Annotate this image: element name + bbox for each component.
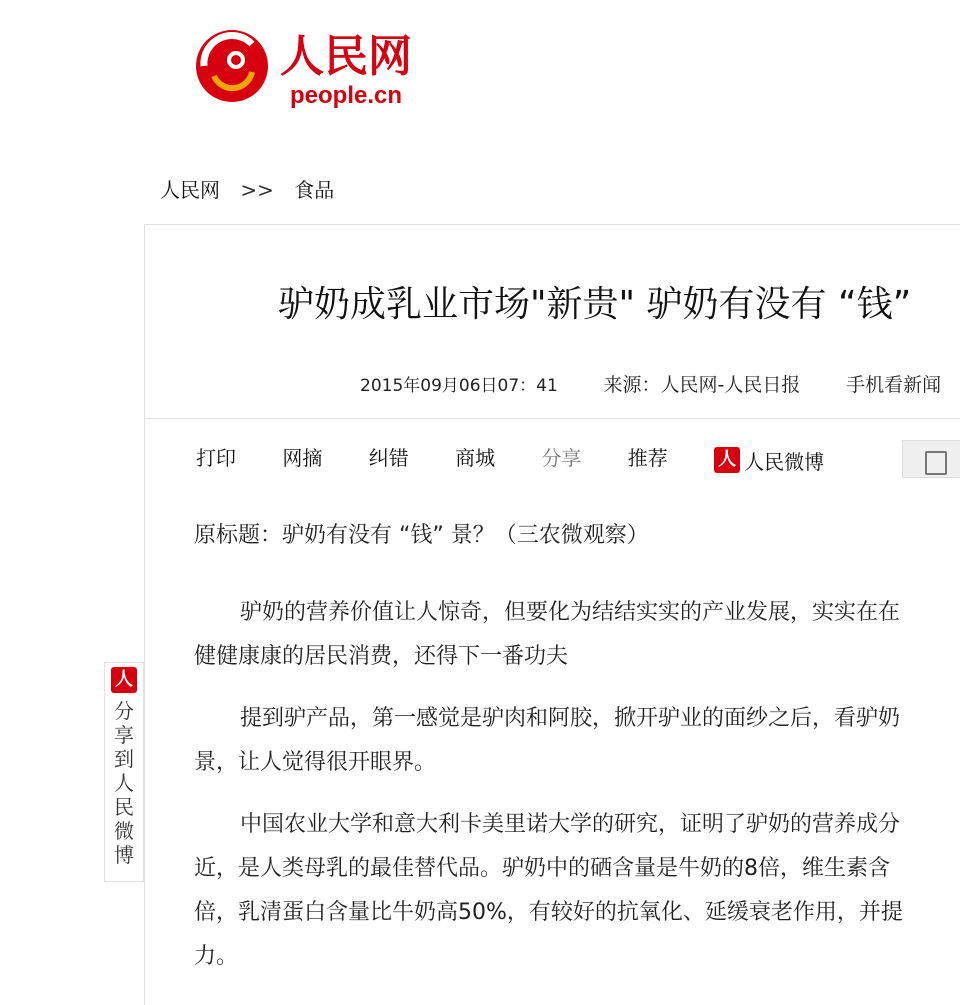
- net-excerpt-button[interactable]: 网摘: [282, 446, 323, 470]
- article-meta: [360, 370, 941, 397]
- bookmark-button[interactable]: [902, 440, 960, 478]
- paragraph-3-line-2: 近，是人类母乳的最佳替代品。驴奶中的硒含量是牛奶的8倍，维生素含: [194, 856, 890, 881]
- people-logo-icon: [190, 22, 274, 106]
- paragraph-3-line-1: [194, 804, 900, 846]
- paragraph-2-line-2: 景，让人觉得很开眼界。: [194, 750, 437, 775]
- site-logo[interactable]: [190, 22, 440, 114]
- weibo-icon: 人: [111, 667, 137, 693]
- mobile-view-link[interactable]: 手机看新闻: [846, 374, 942, 396]
- breadcrumb-separator: >>: [240, 178, 274, 202]
- logo-chinese-text: 人民网: [280, 31, 412, 82]
- paragraph-1-line-2: 健健康康的居民消费，还得下一番功夫: [194, 644, 569, 669]
- correct-button[interactable]: 纠错: [368, 446, 409, 470]
- breadcrumb-section-link[interactable]: 食品: [294, 178, 335, 202]
- mall-button[interactable]: 商城: [455, 446, 496, 470]
- recommend-button[interactable]: 推荐: [627, 446, 668, 470]
- paragraph-text: 提到驴产品，第一感觉是驴肉和阿胶，掀开驴业的面纱之后，看驴奶: [240, 706, 901, 731]
- article-source[interactable]: 来源：人民网-人民日报: [603, 374, 801, 396]
- paragraph-1-line-1: [194, 592, 900, 634]
- share-to-weibo-rail[interactable]: [104, 662, 144, 882]
- bookmark-icon: [925, 451, 947, 475]
- print-button[interactable]: 打印: [196, 446, 236, 470]
- meta-divider: [144, 418, 960, 419]
- weibo-icon: 人: [714, 447, 740, 473]
- original-title: 原标题：驴奶有没有 “钱” 景？（三农微观察）: [194, 523, 649, 548]
- weibo-share-button[interactable]: [714, 446, 824, 475]
- paragraph-2-line-1: [194, 698, 900, 740]
- breadcrumb-home-link[interactable]: 人民网: [160, 178, 220, 202]
- logo-english-text: people.cn: [290, 82, 403, 109]
- breadcrumb: [160, 174, 334, 203]
- share-rail-label: 分享到人民微博: [114, 699, 134, 867]
- share-label: 分享: [541, 446, 582, 470]
- article-toolbar: [196, 442, 824, 475]
- paragraph-3-line-4: 力。: [194, 944, 239, 969]
- article-title: 驴奶成乳业市场"新贵" 驴奶有没有 “钱”: [278, 284, 912, 325]
- paragraph-3-line-3: 倍，乳清蛋白含量比牛奶高50%，有较好的抗氧化、延缓衰老作用，并提: [194, 900, 903, 925]
- paragraph-text: 中国农业大学和意大利卡美里诺大学的研究，证明了驴奶的营养成分: [240, 812, 901, 837]
- paragraph-text: 驴奶的营养价值让人惊奇，但要化为结结实实的产业发展，实实在在: [240, 600, 901, 625]
- article-date: 2015年09月06日07：41: [360, 376, 558, 396]
- weibo-label: 人民微博: [744, 449, 825, 474]
